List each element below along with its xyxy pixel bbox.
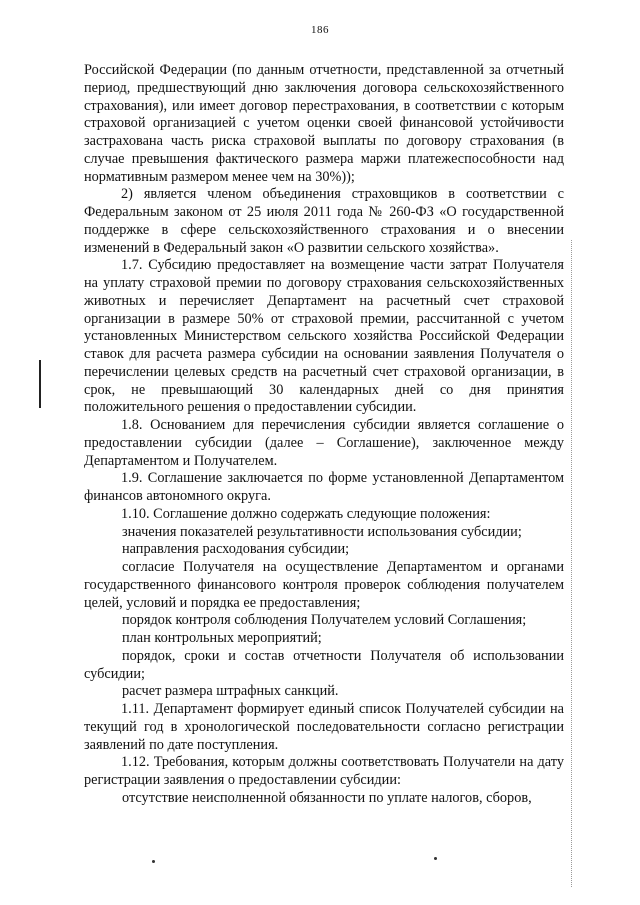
scan-speck bbox=[152, 860, 155, 863]
requirement-item: отсутствие неисполненной обязанности по уплате налогов, сборов, bbox=[122, 789, 532, 806]
paragraph-1-12: 1.12. Требования, которым должны соответствовать Получатели на дату регистрации заявления о предоставлении субсидии: bbox=[84, 754, 564, 788]
document-body bbox=[84, 62, 564, 808]
paragraph-1-8: 1.8. Основанием для перечисления субсидии является соглашение о предоставлении субсидии (далее – Соглашение), заключенное между Департаментом и Получателем. bbox=[84, 417, 564, 469]
paragraph-1-11: 1.11. Департамент формирует единый список Получателей субсидии на текущий год в хронологической последовательности согласно регистрации заявлений по дате поступления. bbox=[84, 701, 564, 753]
scan-edge-line bbox=[571, 240, 572, 887]
agreement-provision: план контрольных мероприятий; bbox=[122, 630, 322, 646]
agreement-provision: порядок контроля соблюдения Получателем условий Соглашения; bbox=[122, 612, 527, 629]
paragraph-continuation: Российской Федерации (по данным отчетности, представленной за отчетный период, предшествующий дню заключения договора сельскохозяйственного страхования), или имеет договор перестрахования, в соответствии с которым страховой организацией с учетом оценки своей финансовой устойчивости застрахована часть риска страховой выплаты по договору страхования (в случае превышения фактического размера маржи платежеспособности над нормативным размером менее чем на 30%)); bbox=[84, 62, 564, 185]
agreement-provision: направления расходования субсидии; bbox=[122, 541, 350, 558]
paragraph-item-2: 2) является членом объединения страховщиков в соответствии с Федеральным законом от 25 июля 2011 года № 260-ФЗ «О государственной поддержке в сфере сельскохозяйственного страхования и о внесении изменений в Федеральный закон «О развитии сельского хозяйства». bbox=[84, 186, 564, 256]
paragraph-1-10: 1.10. Соглашение должно содержать следующие положения: bbox=[121, 505, 491, 522]
paragraph-1-7: 1.7. Субсидию предоставляет на возмещение части затрат Получателя на уплату страховой премии по договору страхования сельскохозяйственных животных и перечисляет Департамент на расчетный счет страховой организации в размере 50% от страховой премии, рассчитанной с учетом установленных Министерством сельского хозяйства Российской Федерации ставок для расчета размера субсидии на основании заявления Получателя о перечислении целевых средств на расчетный счет страховой организации, в срок, не превышающий 30 календарных дней со дня принятия положительного решения о предоставлении субсидии. bbox=[84, 257, 564, 416]
agreement-provision: согласие Получателя на осуществление Департаментом и органами государственного финансового контроля проверок соблюдения получателем целей, условий и порядка ее предоставления; bbox=[84, 559, 564, 611]
agreement-provision: порядок, сроки и состав отчетности Получателя об использовании субсидии; bbox=[84, 647, 564, 682]
agreement-provision: расчет размера штрафных санкций. bbox=[122, 683, 339, 700]
agreement-provision: значения показателей результативности использования субсидии; bbox=[122, 523, 522, 540]
paragraph-1-9: 1.9. Соглашение заключается по форме установленной Департаментом финансов автономного округа. bbox=[84, 470, 564, 504]
scan-speck bbox=[434, 857, 437, 860]
margin-mark bbox=[39, 360, 41, 408]
page-number: 186 bbox=[311, 24, 329, 36]
